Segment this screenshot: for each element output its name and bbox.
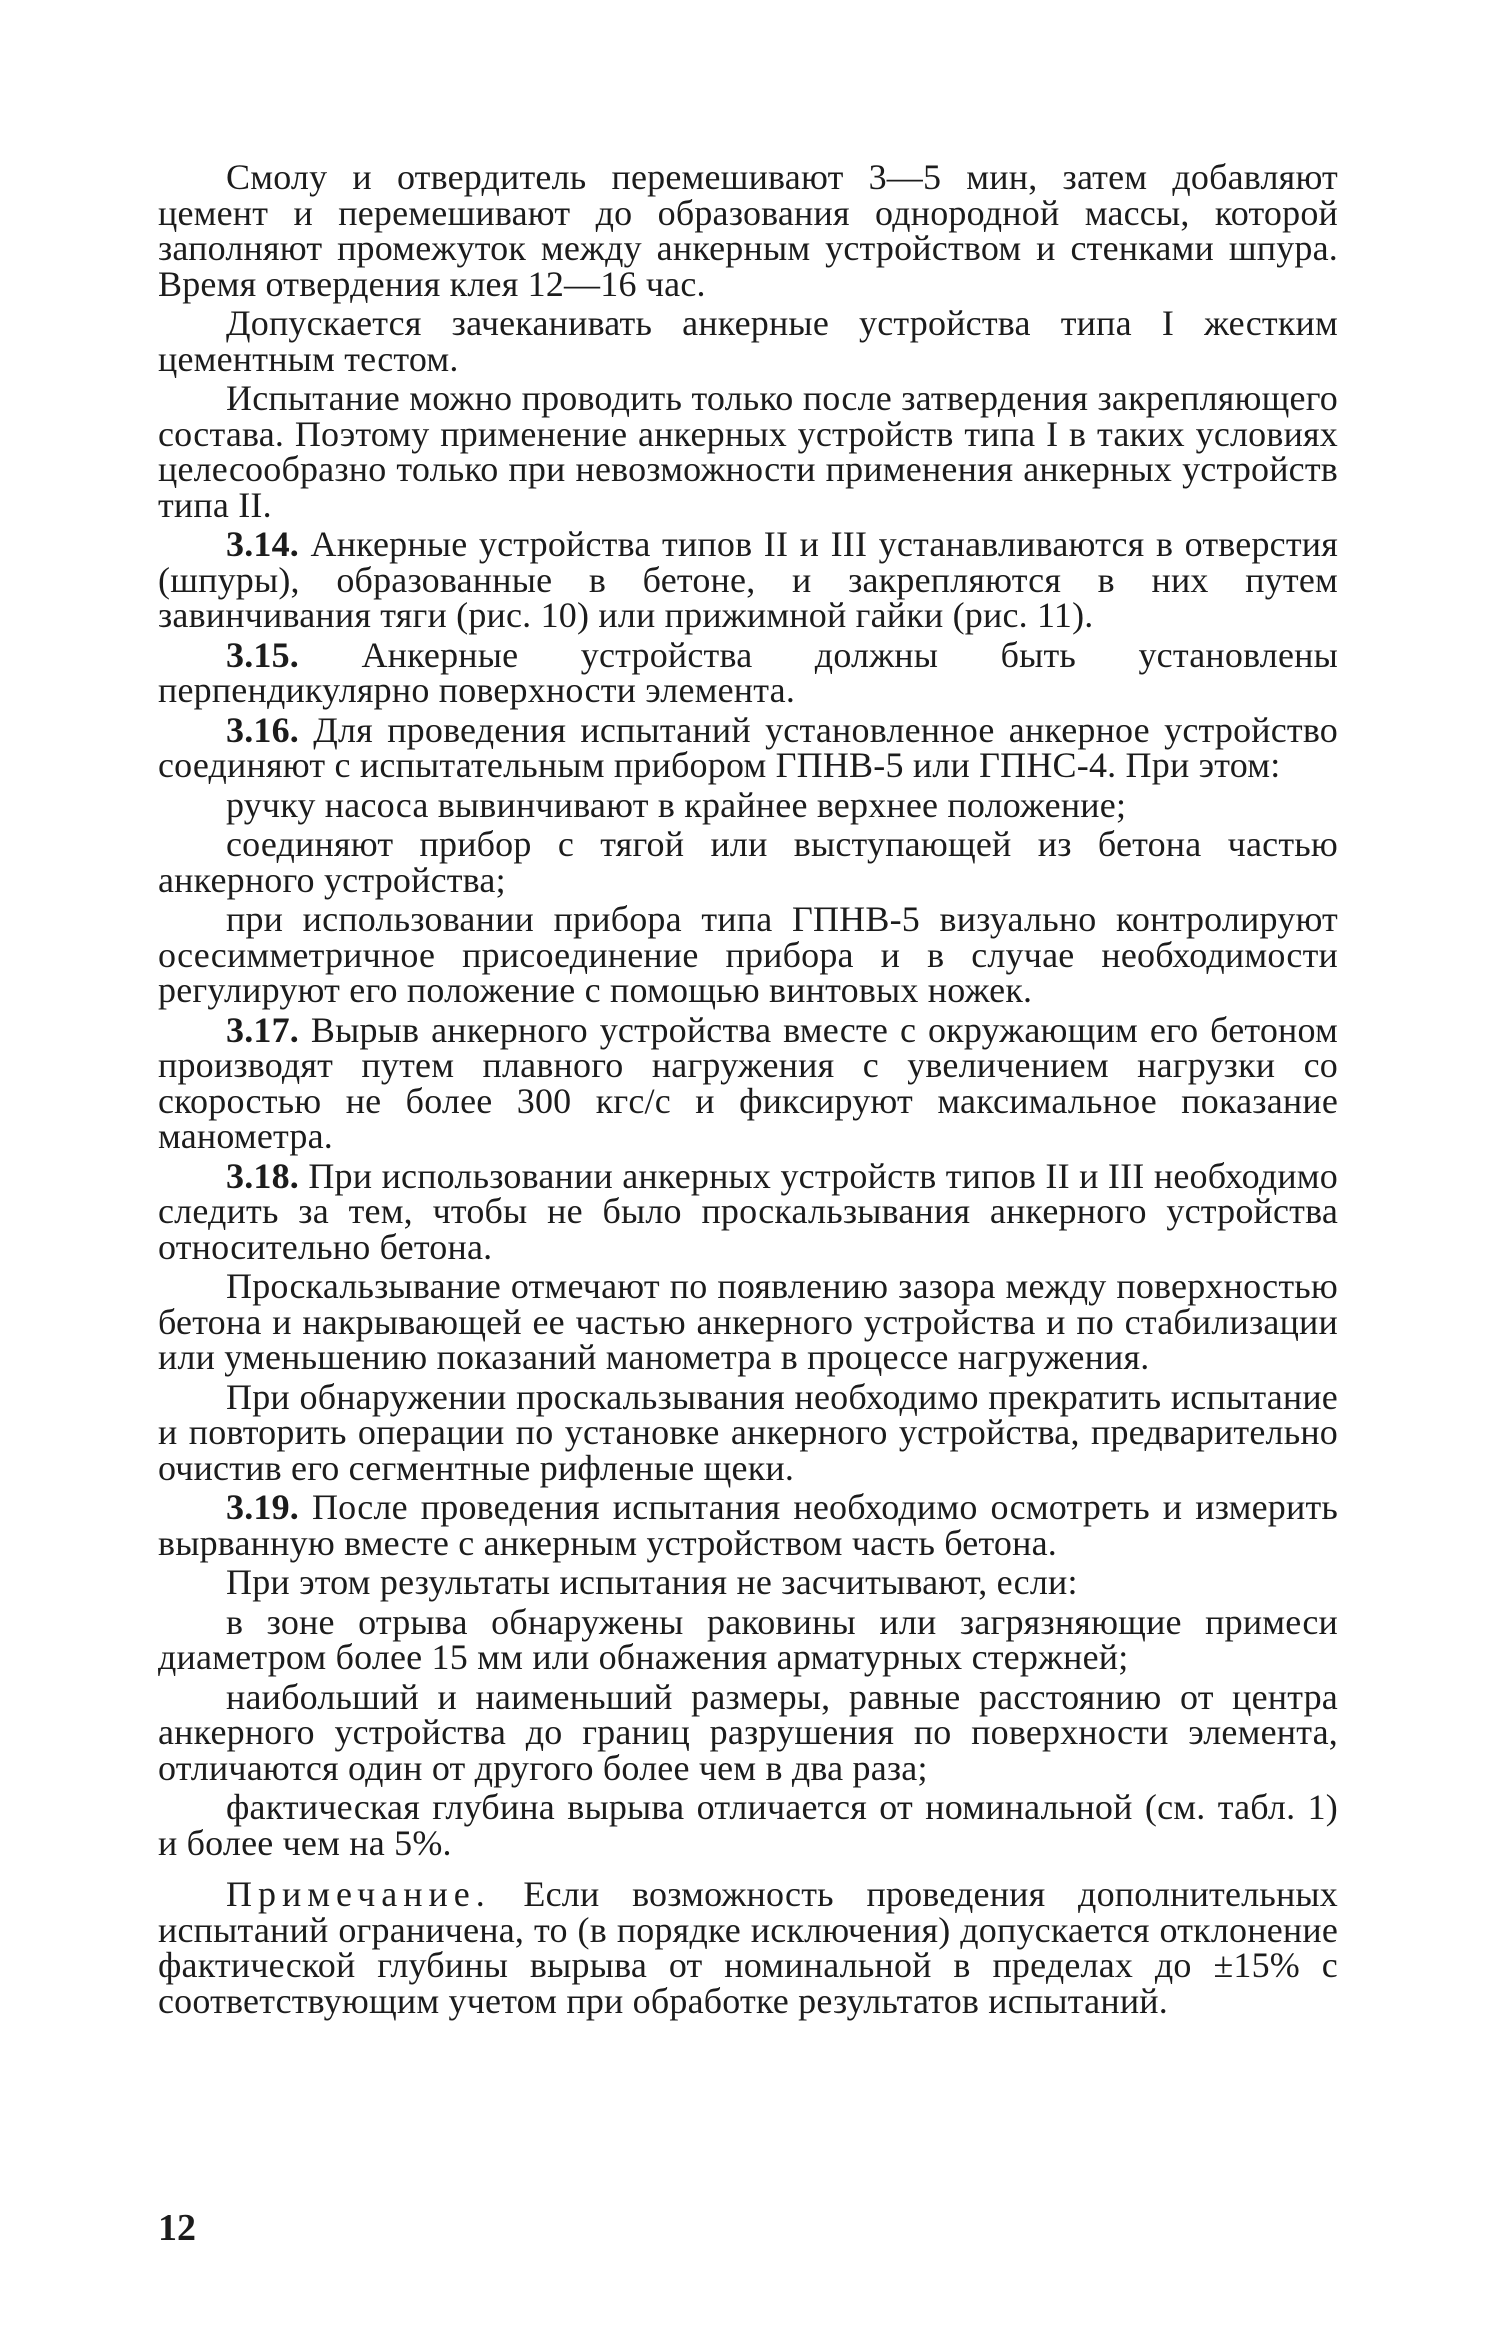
clause-number: 3.19. bbox=[226, 1487, 299, 1527]
note-label: Примечание. bbox=[226, 1874, 491, 1914]
list-item-visual-control: при использовании прибора типа ГПНВ-5 визуально контролируют осесимметричное присоединение прибора и в случае необходимости регулируют его положение с помощью винтовых ножек. bbox=[158, 899, 1338, 1010]
clause-3-14: 3.14. Анкерные устройства типов II и III устанавливаются в отверстия (шпуры), образованные в бетоне, и закрепляются в них путем завинчивания тяги (рис. 10) или прижимной гайки (рис. 11). bbox=[158, 524, 1338, 635]
note-text: Если возможность проведения дополнительных испытаний ограничена, то (в порядке исключения) допускается отклонение фактической глубины вырыва от номинальной в пределах до ±15% с соответствующим учетом при обработке результатов испытаний. bbox=[158, 1874, 1339, 2021]
paragraph-slippage-action: При обнаружении проскальзывания необходимо прекратить испытание и повторить операции по установке анкерного устройства, предварительно очистив его сегментные рифленые щеки. bbox=[158, 1376, 1338, 1488]
clause-number: 3.14. bbox=[226, 524, 299, 564]
paragraph-cement-caulking: Допускается зачеканивать анкерные устройства типа I жестким цементным тестом. bbox=[158, 303, 1338, 379]
clause-3-19: 3.19. После проведения испытания необходимо осмотреть и измерить вырванную вместе с анкерным устройством часть бетона. bbox=[158, 1487, 1338, 1563]
list-item-pump-handle: ручку насоса вывинчивают в крайнее верхнее положение; bbox=[226, 784, 1127, 825]
page-number: 12 bbox=[158, 2207, 196, 2249]
note bbox=[158, 1874, 1339, 2021]
clause-number: 3.17. bbox=[226, 1009, 299, 1050]
paragraph-results-not-counted: При этом результаты испытания не засчитывают, если: bbox=[226, 1562, 1078, 1602]
clause-number: 3.15. bbox=[226, 634, 299, 675]
clause-3-18: 3.18. При использовании анкерных устройств типов II и III необходимо следить за тем, чтобы не было проскальзывания анкерного устройства относительно бетона. bbox=[158, 1155, 1338, 1267]
clause-number: 3.16. bbox=[226, 709, 299, 750]
list-item-cavities: в зоне отрыва обнаружены раковины или загрязняющие примеси диаметром более 15 мм или обнажения арматурных стержней; bbox=[158, 1601, 1338, 1677]
paragraph-resin-mixing: Смолу и отвердитель перемешивают 3—5 мин, затем добавляют цемент и перемешивают до образования однородной массы, которой заполняют промежуток между анкерным устройством и стенками шпура. Время отвердения клея 12—16 час. bbox=[158, 157, 1338, 304]
clause-3-17: 3.17. Вырыв анкерного устройства вместе с окружающим его бетоном производят путем плавного нагружения с увеличением нагрузки со скоростью не более 300 кгс/с и фиксируют максимальное показание манометра. bbox=[158, 1009, 1338, 1156]
page-body bbox=[158, 157, 1339, 2023]
list-item-dimensions: наибольший и наименьший размеры, равные расстоянию от центра анкерного устройства до границ разрушения по поверхности элемента, отличаются один от другого более чем в два раза; bbox=[158, 1676, 1338, 1788]
paragraph-testing-after-hardening: Испытание можно проводить только после затвердения закрепляющего состава. Поэтому применение анкерных устройств типа I в таких условиях целесообразно только при невозможности применения анкерных устройств типа II. bbox=[158, 378, 1338, 525]
list-item-connect-device: соединяют прибор с тягой или выступающей из бетона частью анкерного устройства; bbox=[158, 824, 1338, 900]
clause-number: 3.18. bbox=[226, 1155, 299, 1196]
list-item-depth: фактическая глубина вырыва отличается от номинальной (см. табл. 1) и более чем на 5%. bbox=[158, 1787, 1338, 1863]
clause-3-16: 3.16. Для проведения испытаний установленное анкерное устройство соединяют с испытательным прибором ГПНВ-5 или ГПНС-4. При этом: bbox=[158, 709, 1338, 785]
clause-3-15: 3.15. Анкерные устройства должны быть установлены перпендикулярно поверхности элемента. bbox=[158, 634, 1338, 710]
paragraph-slippage-detection: Проскальзывание отмечают по появлению зазора между поверхностью бетона и накрывающей ее частью анкерного устройства и по стабилизации или уменьшению показаний манометра в процессе нагружения. bbox=[158, 1266, 1338, 1377]
